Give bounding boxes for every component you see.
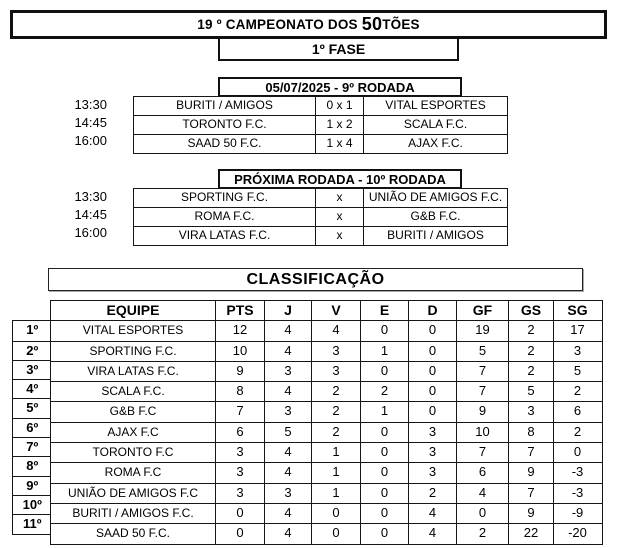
goal-diff: 6 [553, 402, 601, 421]
team-name: ROMA F.C [104, 465, 162, 480]
goal-diff: -20 [553, 524, 601, 543]
match-time: 16:00 [74, 225, 107, 240]
home-team: VIRA LATAS F.C. [178, 228, 271, 242]
team-name: VIRA LATAS F.C. [87, 363, 179, 378]
wins: 1 [311, 484, 360, 503]
losses: 3 [408, 463, 456, 482]
home-team: ROMA F.C. [194, 209, 255, 223]
goals-for: 4 [456, 484, 508, 503]
match-time: 16:00 [74, 133, 107, 148]
match-score: 0 x 1 [315, 97, 363, 115]
position-label: 6º [13, 418, 52, 437]
round9-times [47, 96, 107, 150]
goal-diff: 0 [553, 443, 601, 462]
games: 5 [264, 423, 311, 442]
team-name: SAAD 50 F.C. [95, 526, 171, 541]
team-name: SCALA F.C. [101, 384, 165, 399]
team-name: UNIÃO DE AMIGOS F.C [67, 485, 199, 500]
points: 9 [215, 362, 264, 381]
col-header-gf: GF [456, 301, 508, 320]
match-time: 13:30 [74, 189, 107, 204]
games: 3 [264, 484, 311, 503]
games: 3 [264, 402, 311, 421]
draws: 2 [360, 382, 408, 401]
position-label: 7º [13, 437, 52, 456]
classification-title: CLASSIFICAÇÃO [48, 268, 583, 291]
goal-diff: 5 [553, 362, 601, 381]
table-row [51, 523, 602, 543]
position-label: 4º [13, 379, 52, 398]
draws: 1 [360, 342, 408, 361]
match-time: 13:30 [74, 97, 107, 112]
match-row [134, 97, 507, 115]
wins: 0 [311, 504, 360, 523]
goals-against: 2 [508, 342, 553, 361]
losses: 2 [408, 484, 456, 503]
draws: 0 [360, 463, 408, 482]
losses: 0 [408, 382, 456, 401]
table-row [51, 361, 602, 381]
match-score: x [315, 208, 363, 226]
goal-diff: 17 [553, 321, 601, 340]
losses: 3 [408, 443, 456, 462]
games: 4 [264, 342, 311, 361]
points: 3 [215, 443, 264, 462]
games: 4 [264, 524, 311, 543]
goals-for: 0 [456, 504, 508, 523]
position-column [12, 320, 52, 534]
championship-title-number: 50 [361, 14, 383, 34]
goals-against: 9 [508, 504, 553, 523]
draws: 0 [360, 423, 408, 442]
col-header-sg: SG [553, 301, 601, 320]
position-label: 10º [13, 495, 52, 514]
goal-diff: 3 [553, 342, 601, 361]
losses: 0 [408, 342, 456, 361]
goals-for: 5 [456, 342, 508, 361]
goals-against: 8 [508, 423, 553, 442]
goals-against: 2 [508, 321, 553, 340]
losses: 3 [408, 423, 456, 442]
wins: 0 [311, 524, 360, 543]
table-row [51, 462, 602, 482]
position-label: 5º [13, 398, 52, 417]
games: 4 [264, 463, 311, 482]
goals-against: 9 [508, 463, 553, 482]
match-time: 14:45 [74, 207, 107, 222]
match-row [134, 207, 507, 226]
position-label: 11º [13, 514, 52, 533]
position-label: 1º [26, 322, 39, 338]
col-header-gs: GS [508, 301, 553, 320]
wins: 3 [311, 342, 360, 361]
col-header-d: D [408, 301, 456, 320]
table-row [51, 422, 602, 442]
team-name: G&B F.C [109, 404, 157, 419]
table-row [51, 442, 602, 462]
wins: 2 [311, 423, 360, 442]
goals-against: 22 [508, 524, 553, 543]
draws: 0 [360, 524, 408, 543]
round9-results-table [133, 96, 508, 154]
match-score: 1 x 2 [315, 116, 363, 134]
wins: 1 [311, 463, 360, 482]
table-row [51, 320, 602, 340]
match-score: 1 x 4 [315, 135, 363, 153]
match-row [134, 226, 507, 245]
away-team: SCALA F.C. [363, 116, 507, 134]
goals-for: 2 [456, 524, 508, 543]
points: 8 [215, 382, 264, 401]
phase-label: 1º FASE [218, 39, 459, 61]
team-name: TORONTO F.C [92, 445, 174, 460]
wins: 2 [311, 382, 360, 401]
table-row [51, 503, 602, 523]
goals-for: 7 [456, 443, 508, 462]
match-score: x [315, 227, 363, 245]
classification-table [50, 300, 603, 545]
goals-against: 3 [508, 402, 553, 421]
championship-title [10, 10, 607, 39]
goal-diff: -3 [553, 463, 601, 482]
position-label: 9º [13, 476, 52, 495]
games: 4 [264, 382, 311, 401]
goals-against: 2 [508, 362, 553, 381]
points: 10 [215, 342, 264, 361]
table-row [51, 381, 602, 401]
wins: 4 [311, 321, 360, 340]
draws: 0 [360, 443, 408, 462]
goal-diff: -3 [553, 484, 601, 503]
home-team: SAAD 50 F.C. [187, 136, 262, 150]
points: 6 [215, 423, 264, 442]
goals-for: 7 [456, 382, 508, 401]
position-label: 2º [13, 341, 52, 360]
away-team: G&B F.C. [363, 208, 507, 226]
table-row [51, 483, 602, 503]
home-team: SPORTING F.C. [180, 190, 269, 204]
away-team: AJAX F.C. [363, 135, 507, 153]
goals-for: 10 [456, 423, 508, 442]
championship-title-prefix: 19 º CAMPEONATO DOS [197, 17, 358, 32]
home-team: BURITI / AMIGOS [176, 98, 273, 112]
team-name: SPORTING F.C. [89, 343, 177, 358]
wins: 2 [311, 402, 360, 421]
match-score: x [315, 189, 363, 207]
col-header-pts: PTS [215, 301, 264, 320]
away-team: VITAL ESPORTES [363, 97, 507, 115]
games: 4 [264, 321, 311, 340]
next-round-table [133, 188, 508, 246]
match-time: 14:45 [74, 115, 107, 130]
match-row [134, 134, 507, 153]
games: 3 [264, 362, 311, 381]
match-row [134, 115, 507, 134]
draws: 0 [360, 321, 408, 340]
games: 4 [264, 443, 311, 462]
next-round-header: PRÓXIMA RODADA - 10º RODADA [218, 169, 462, 189]
next-round-times [47, 188, 107, 242]
games: 4 [264, 504, 311, 523]
draws: 0 [360, 504, 408, 523]
match-row [134, 189, 507, 207]
table-row [51, 401, 602, 421]
away-team: BURITI / AMIGOS [363, 227, 507, 245]
points: 3 [215, 463, 264, 482]
col-header-j: J [264, 301, 311, 320]
wins: 3 [311, 362, 360, 381]
points: 3 [215, 484, 264, 503]
away-team: UNIÃO DE AMIGOS F.C. [363, 189, 507, 207]
draws: 0 [360, 362, 408, 381]
championship-title-suffix: TÕES [382, 17, 420, 32]
goals-for: 19 [456, 321, 508, 340]
classification-header-row [51, 301, 602, 320]
losses: 4 [408, 504, 456, 523]
losses: 4 [408, 524, 456, 543]
round9-header: 05/07/2025 - 9º RODADA [218, 77, 462, 97]
draws: 0 [360, 484, 408, 503]
points: 7 [215, 402, 264, 421]
losses: 0 [408, 321, 456, 340]
team-name: VITAL ESPORTES [82, 323, 184, 338]
goal-diff: -9 [553, 504, 601, 523]
goals-against: 7 [508, 484, 553, 503]
goals-against: 5 [508, 382, 553, 401]
col-header-e: E [360, 301, 408, 320]
goal-diff: 2 [553, 382, 601, 401]
col-header-equipe: EQUIPE [106, 302, 160, 318]
col-header-v: V [311, 301, 360, 320]
losses: 0 [408, 362, 456, 381]
points: 0 [215, 504, 264, 523]
points: 0 [215, 524, 264, 543]
team-name: AJAX F.C [107, 424, 159, 439]
goals-for: 7 [456, 362, 508, 381]
home-team: TORONTO F.C. [182, 117, 267, 131]
position-label: 8º [13, 456, 52, 475]
points: 12 [215, 321, 264, 340]
position-label: 3º [13, 360, 52, 379]
wins: 1 [311, 443, 360, 462]
table-row [51, 341, 602, 361]
goals-for: 9 [456, 402, 508, 421]
goal-diff: 2 [553, 423, 601, 442]
goals-against: 7 [508, 443, 553, 462]
draws: 1 [360, 402, 408, 421]
goals-for: 6 [456, 463, 508, 482]
losses: 0 [408, 402, 456, 421]
team-name: BURITI / AMIGOS F.C. [72, 505, 194, 520]
